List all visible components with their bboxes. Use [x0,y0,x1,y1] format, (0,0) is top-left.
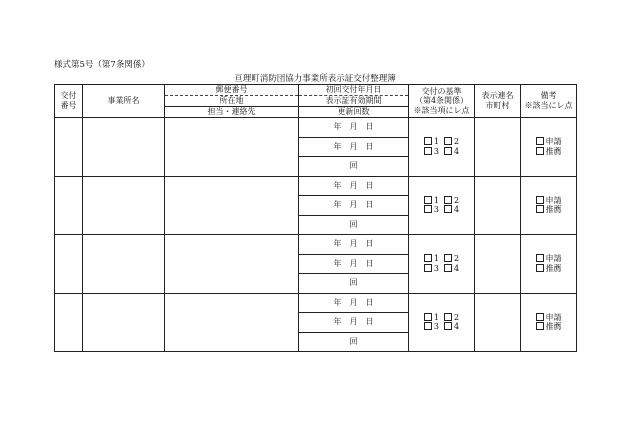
record-first-date-cell[interactable] [299,293,409,313]
header-address: 所在地 [165,96,299,107]
criteria-option: 1 [433,137,439,147]
renewal-label: 回 [349,336,358,346]
checkbox-icon[interactable] [444,196,452,204]
checkbox-icon[interactable] [536,264,544,272]
header-number: 交付 番号 [55,85,83,118]
checkbox-icon[interactable] [444,322,452,330]
checkbox-icon[interactable] [424,147,432,155]
date-label: 年 月 日 [333,141,374,151]
criteria-option: 3 [433,205,439,215]
record-municipality-cell[interactable] [475,235,521,294]
remark-option: 推薦 [545,263,562,273]
record-first-date-cell[interactable] [299,176,409,196]
record-row [55,118,577,138]
record-criteria-cell [409,293,475,352]
remark-option: 申請 [545,254,562,264]
date-label: 年 月 日 [333,297,374,307]
criteria-option: 4 [454,205,460,215]
record-municipality-cell[interactable] [475,118,521,177]
criteria-option: 4 [454,322,460,332]
header-validity: 表示証有効期間 [299,96,409,107]
checkbox-icon[interactable] [424,322,432,330]
form-number: 様式第5号（第7条関係） [54,60,150,70]
criteria-option: 1 [433,195,439,205]
record-number-cell[interactable] [55,118,83,177]
checkbox-icon[interactable] [424,313,432,321]
criteria-option: 2 [454,254,460,264]
header-office-name: 事業所名 [83,85,165,118]
record-remarks-cell [521,176,577,235]
date-label: 年 月 日 [333,258,374,268]
checkbox-icon[interactable] [444,137,452,145]
date-label: 年 月 日 [333,180,374,190]
header-remarks: 備考 ※該当にレ点 [521,85,577,118]
checkbox-icon[interactable] [444,313,452,321]
header-first-date: 初回交付年月日 [299,85,409,96]
record-row [55,293,577,313]
record-address-cell[interactable] [165,176,299,235]
checkbox-icon[interactable] [424,196,432,204]
record-number-cell[interactable] [55,235,83,294]
checkbox-icon[interactable] [536,196,544,204]
record-renewal-cell[interactable] [299,215,409,235]
remark-option: 推薦 [545,322,562,332]
register-title: 亘理町消防団協力事業所表示証交付整理簿 [234,74,396,84]
criteria-option: 1 [433,312,439,322]
record-validity-cell[interactable] [299,196,409,216]
record-municipality-cell[interactable] [475,176,521,235]
checkbox-icon[interactable] [536,322,544,330]
criteria-option: 2 [454,312,460,322]
checkbox-icon[interactable] [424,205,432,213]
record-first-date-cell[interactable] [299,235,409,255]
record-address-cell[interactable] [165,293,299,352]
criteria-option: 2 [454,195,460,205]
remark-option: 申請 [545,137,562,147]
record-first-date-cell[interactable] [299,118,409,138]
record-number-cell[interactable] [55,293,83,352]
checkbox-icon[interactable] [424,137,432,145]
checkbox-icon[interactable] [536,254,544,262]
record-renewal-cell[interactable] [299,157,409,177]
record-renewal-cell[interactable] [299,332,409,352]
record-office-cell[interactable] [83,293,165,352]
register-table [54,84,577,352]
header-renewals: 更新回数 [299,107,409,118]
criteria-option: 4 [454,263,460,273]
renewal-label: 回 [349,161,358,171]
record-municipality-cell[interactable] [475,293,521,352]
checkbox-icon[interactable] [536,205,544,213]
header-contact: 担当・連絡先 [165,107,299,118]
record-validity-cell[interactable] [299,137,409,157]
checkbox-icon[interactable] [424,254,432,262]
record-remarks-cell [521,293,577,352]
remark-option: 申請 [545,195,562,205]
date-label: 年 月 日 [333,317,374,327]
record-criteria-cell [409,176,475,235]
criteria-option: 3 [433,146,439,156]
header-row-1 [55,85,577,96]
checkbox-icon[interactable] [536,137,544,145]
criteria-option: 3 [433,263,439,273]
record-criteria-cell [409,118,475,177]
record-renewal-cell[interactable] [299,274,409,294]
date-label: 年 月 日 [333,239,374,249]
record-office-cell[interactable] [83,118,165,177]
remark-option: 推薦 [545,146,562,156]
record-remarks-cell [521,235,577,294]
record-validity-cell[interactable] [299,254,409,274]
checkbox-icon[interactable] [444,205,452,213]
record-row [55,235,577,255]
date-label: 年 月 日 [333,200,374,210]
record-row [55,176,577,196]
checkbox-icon[interactable] [444,264,452,272]
checkbox-icon[interactable] [536,313,544,321]
record-validity-cell[interactable] [299,313,409,333]
criteria-option: 2 [454,137,460,147]
header-postal-code: 郵便番号 [165,85,299,96]
renewal-label: 回 [349,219,358,229]
checkbox-icon[interactable] [444,254,452,262]
criteria-option: 4 [454,146,460,156]
checkbox-icon[interactable] [444,147,452,155]
renewal-label: 回 [349,278,358,288]
checkbox-icon[interactable] [536,147,544,155]
record-number-cell[interactable] [55,176,83,235]
criteria-option: 3 [433,322,439,332]
record-office-cell[interactable] [83,176,165,235]
criteria-option: 1 [433,254,439,264]
record-address-cell[interactable] [165,235,299,294]
record-office-cell[interactable] [83,235,165,294]
date-label: 年 月 日 [333,122,374,132]
header-criteria: 交付の基準 （第4条関係） ※該当項にレ点 [409,85,475,118]
record-remarks-cell [521,118,577,177]
record-criteria-cell [409,235,475,294]
record-address-cell[interactable] [165,118,299,177]
checkbox-icon[interactable] [424,264,432,272]
remark-option: 推薦 [545,205,562,215]
remark-option: 申請 [545,312,562,322]
header-municipality: 表示連名 市町村 [475,85,521,118]
